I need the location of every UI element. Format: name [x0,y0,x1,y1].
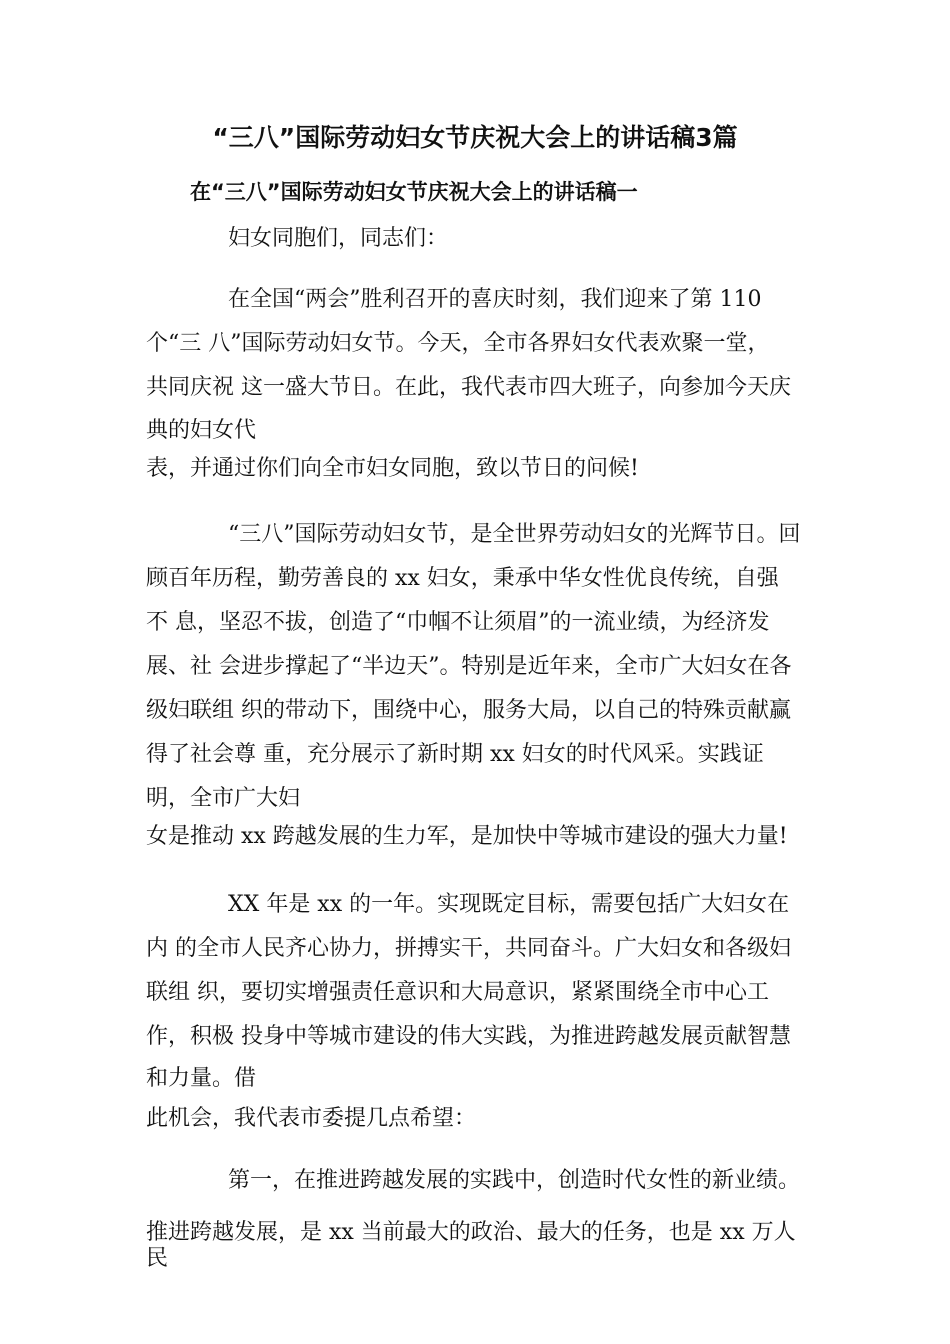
text-line: 不 息，坚忍不拔，创造了“巾帼不让须眉”的一流业绩，为经济发 [146,610,770,635]
document-title: “三八”国际劳动妇女节庆祝大会上的讲话稿3篇 [212,123,738,152]
text-line: 共同庆祝 这一盛大节日。在此，我代表市四大班子，向参加今天庆 [146,375,791,400]
text-line: 内 的全市人民齐心协力，拼搏实干，共同奋斗。广大妇女和各级妇 [146,936,791,961]
text-line: 作，积极 投身中等城市建设的伟大实践，为推进跨越发展贡献智慧 [146,1024,791,1049]
text-line: 此机会，我代表市委提几点希望： [146,1106,477,1131]
text-line: 表，并通过你们向全市妇女同胞，致以节日的问候! [146,456,639,481]
text-line: 妇女同胞们，同志们： [228,226,449,251]
text-line: “三八”国际劳动妇女节，是全世界劳动妇女的光辉节日。回 [228,522,801,547]
text-line: 在全国“两会”胜利召开的喜庆时刻，我们迎来了第 110 [228,287,762,312]
text-line: 明，全市广大妇 [146,786,301,811]
text-line: 级妇联组 织的带动下，围绕中心，服务大局，以自己的特殊贡献赢 [146,698,791,723]
text-line: 展、社 会进步撑起了“半边天”。特别是近年来，全市广大妇女在各 [146,654,792,679]
text-line: XX 年是 xx 的一年。实现既定目标，需要包括广大妇女在 [228,892,790,917]
text-line: 女是推动 xx 跨越发展的生力军，是加快中等城市建设的强大力量! [146,824,788,849]
text-line: 顾百年历程，勤劳善良的 xx 妇女，秉承中华女性优良传统，自强 [146,566,779,591]
text-line: 联组 织，要切实增强责任意识和大局意识，紧紧围绕全市中心工 [146,980,769,1005]
text-line: 第一，在推进跨越发展的实践中，创造时代女性的新业绩。 [228,1168,801,1193]
text-line: 个“三 八”国际劳动妇女节。今天，全市各界妇女代表欢聚一堂， [146,331,770,356]
text-line: 民 [146,1246,169,1271]
section-heading: 在“三八”国际劳动妇女节庆祝大会上的讲话稿一 [190,180,638,204]
text-line: 典的妇女代 [146,418,257,443]
text-line: 得了社会尊 重，充分展示了新时期 xx 妇女的时代风采。实践证 [146,742,764,767]
text-line: 推进跨越发展，是 xx 当前最大的政治、最大的任务，也是 xx 万人 [146,1220,796,1245]
text-line: 和力量。借 [146,1066,257,1091]
